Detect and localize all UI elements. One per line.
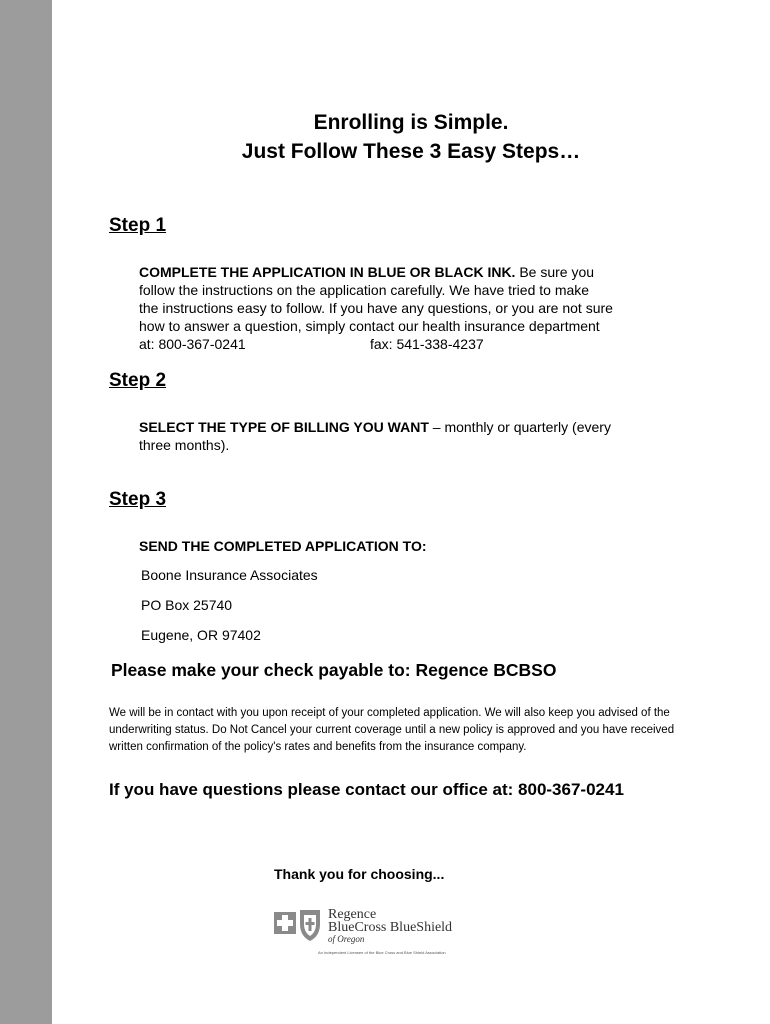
step-1-lead-rest: Be sure you xyxy=(515,264,595,280)
step-2-heading: Step 2 xyxy=(109,370,167,391)
step-2-rest: – monthly or quarterly (every xyxy=(428,419,611,435)
thank-you-text: Thank you for choosing... xyxy=(274,866,445,882)
step-1-line-4: how to answer a question, simply contact our health insurance department xyxy=(139,318,600,334)
title-line-2: Just Follow These 3 Easy Steps… xyxy=(241,140,581,163)
step-1-phone: at: 800-367-0241 xyxy=(139,336,246,352)
step-2-line-2: three months). xyxy=(139,437,230,453)
address-line-3: Eugene, OR 97402 xyxy=(141,627,261,643)
step-1-body xyxy=(139,263,613,353)
left-margin-bar xyxy=(0,0,52,1024)
logo-line-2: BlueCross BlueShield xyxy=(328,920,453,935)
page-title xyxy=(52,108,770,166)
address-line-1: Boone Insurance Associates xyxy=(141,567,318,583)
step-1-fax: fax: 541-338-4237 xyxy=(370,336,484,352)
step-2-bold-lead: SELECT THE TYPE OF BILLING YOU WANT xyxy=(139,419,429,435)
logo-wordmark xyxy=(328,908,452,945)
step-1-line-2: follow the instructions on the application carefully. We have tried to make xyxy=(139,282,590,298)
step-1-heading: Step 1 xyxy=(109,215,167,236)
address-line-2: PO Box 25740 xyxy=(141,597,233,613)
step-3-bold-text: SEND THE COMPLETED APPLICATION TO: xyxy=(139,538,427,554)
logo-fine-print: An Independent Licensee of the Blue Cross and Blue Shield Association xyxy=(318,950,446,955)
step-1-bold-lead: COMPLETE THE APPLICATION IN BLUE OR BLACK INK. xyxy=(139,264,516,280)
payable-notice: Please make your check payable to: Regence BCBSO xyxy=(111,660,557,680)
logo-line-3: of Oregon xyxy=(328,934,365,944)
cross-shield-icon xyxy=(274,906,322,942)
regence-logo xyxy=(274,906,464,962)
logo-line-1: Regence xyxy=(328,907,377,922)
title-line-1: Enrolling is Simple. xyxy=(313,111,509,134)
questions-contact: If you have questions please contact our office at: 800-367-0241 xyxy=(109,780,624,799)
step-3-heading: Step 3 xyxy=(109,489,167,510)
fine-print: We will be in contact with you upon receipt of your completed application. We will also keep you advised of the underwriting status. Do Not Cancel your current coverage until a new policy is approved and you have received written confirmation of the policy's rates and benefits from the insurance company. xyxy=(109,707,675,753)
step-2-body xyxy=(139,418,611,454)
step-3-bold-lead xyxy=(139,537,427,555)
step-1-line-3: the instructions easy to follow. If you have any questions, or you are not sure xyxy=(139,300,613,316)
